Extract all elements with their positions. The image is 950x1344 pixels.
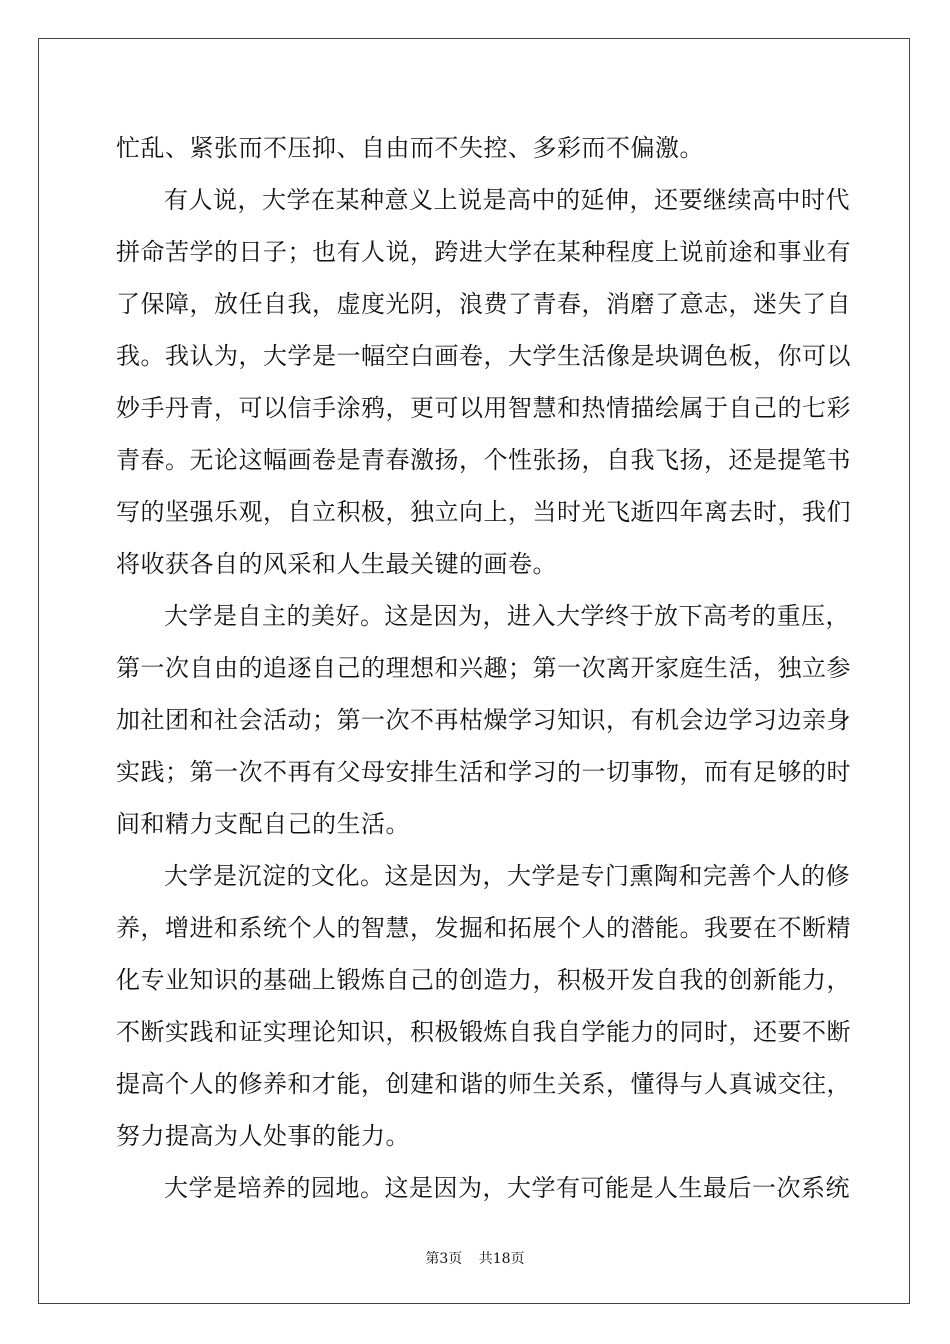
text-line: 化专业知识的基础上锻炼自己的创造力，积极开发自我的创新能力， — [116, 966, 851, 994]
paragraph-start-line: 有人说，大学在某种意义上说是高中的延伸，还要继续高中时代 — [164, 186, 850, 214]
text-line: 青春。无论这幅画卷是青春激扬，个性张扬，自我飞扬，还是提笔书 — [116, 446, 851, 474]
text-line: 了保障，放任自我，虚度光阴，浪费了青春，消磨了意志，迷失了自 — [116, 290, 851, 318]
total-pages: 共18页 — [478, 1251, 525, 1267]
text-line: 加社团和社会活动；第一次不再枯燥学习知识，有机会边学习边亲身 — [116, 706, 851, 734]
text-line: 间和精力支配自己的生活。 — [116, 810, 410, 838]
text-line: 我。我认为，大学是一幅空白画卷，大学生活像是块调色板，你可以 — [116, 342, 851, 370]
text-line: 养，增进和系统个人的智慧，发掘和拓展个人的潜能。我要在不断精 — [116, 914, 851, 942]
paragraph-start-line: 大学是培养的园地。这是因为，大学有可能是人生最后一次系统 — [164, 1174, 850, 1202]
paragraph-start-line: 大学是自主的美好。这是因为，进入大学终于放下高考的重压， — [164, 602, 850, 630]
text-line: 努力提高为人处事的能力。 — [116, 1122, 410, 1150]
text-line: 忙乱、紧张而不压抑、自由而不失控、多彩而不偏激。 — [116, 134, 704, 162]
page-number: 第3页 — [425, 1251, 463, 1267]
text-line: 拼命苦学的日子；也有人说，跨进大学在某种程度上说前途和事业有 — [116, 238, 851, 266]
page-footer — [0, 1248, 950, 1268]
text-line: 不断实践和证实理论知识，积极锻炼自我自学能力的同时，还要不断 — [116, 1018, 851, 1046]
text-line: 实践；第一次不再有父母安排生活和学习的一切事物，而有足够的时 — [116, 758, 851, 786]
paragraph-start-line: 大学是沉淀的文化。这是因为，大学是专门熏陶和完善个人的修 — [164, 862, 850, 890]
text-line: 提高个人的修养和才能，创建和谐的师生关系，懂得与人真诚交往， — [116, 1070, 851, 1098]
text-line: 将收获各自的风采和人生最关键的画卷。 — [116, 550, 557, 578]
text-line: 写的坚强乐观，自立积极，独立向上，当时光飞逝四年离去时，我们 — [116, 498, 851, 526]
text-line: 第一次自由的追逐自己的理想和兴趣；第一次离开家庭生活，独立参 — [116, 654, 851, 682]
text-line: 妙手丹青，可以信手涂鸦，更可以用智慧和热情描绘属于自己的七彩 — [116, 394, 851, 422]
